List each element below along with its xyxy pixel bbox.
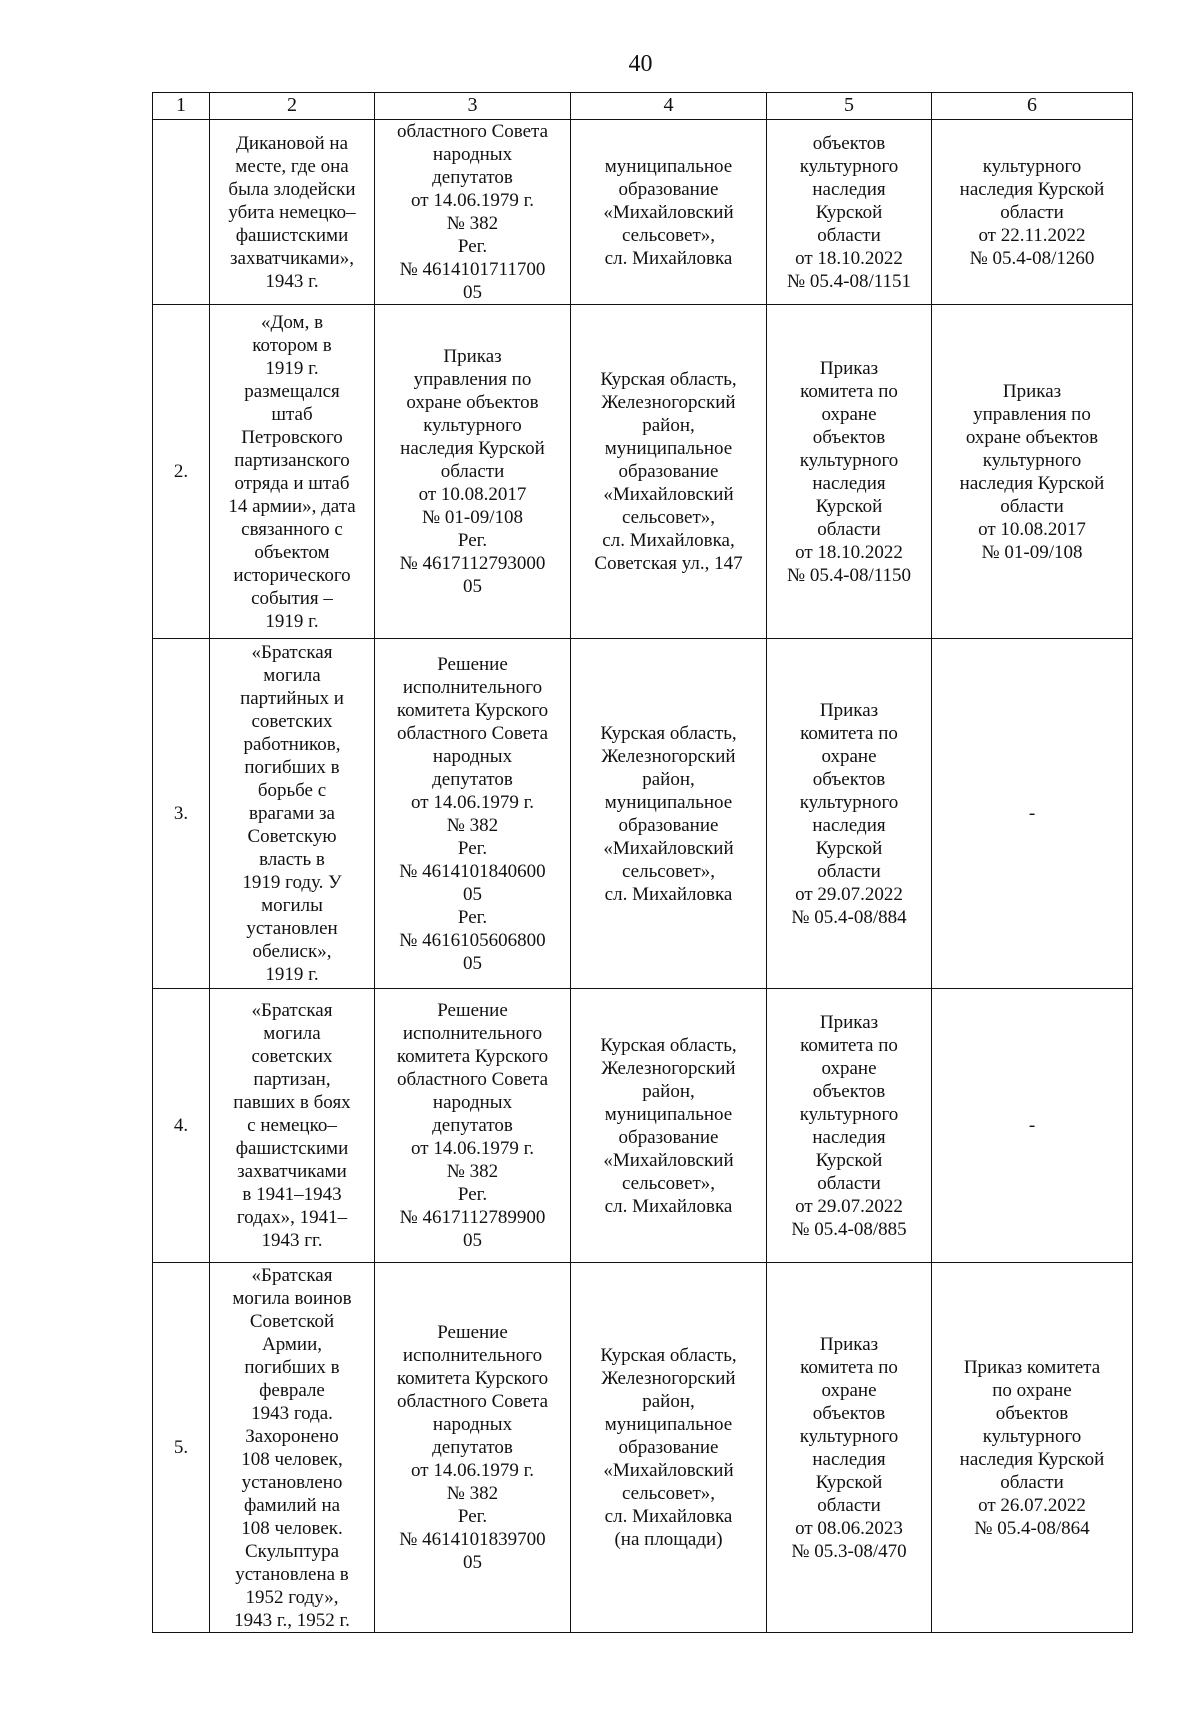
legal-document-cell: Приказ управления по охране объектов культурного наследия Курской области от 10.08.2017 № 01-09/108 Рег. № 4617112793000 05 [375,305,571,639]
column-header: 5 [767,93,932,120]
order-cell: Приказ комитета по охране объектов культурного наследия Курской области от 29.07.2022 № 05.4-08/885 [767,989,932,1263]
order-cell: объектов культурного наследия Курской области от 18.10.2022 № 05.4-08/1151 [767,120,932,305]
address-cell: муниципальное образование «Михайловский сельсовет», сл. Михайловка [571,120,767,305]
table-row [153,1263,1133,1633]
table-row [153,639,1133,989]
legal-document-cell: Решение исполнительного комитета Курского областного Совета народных депутатов от 14.06.1979 г. № 382 Рег. № 4614101839700 05 [375,1263,571,1633]
legal-document-cell: Решение исполнительного комитета Курского областного Совета народных депутатов от 14.06.1979 г. № 382 Рег. № 4614101840600 05 Рег. № 4616105606800 05 [375,639,571,989]
row-number-cell: 5. [153,1263,210,1633]
column-header: 2 [210,93,375,120]
table-header-row [153,93,1133,120]
table-row [153,305,1133,639]
row-number-cell: 3. [153,639,210,989]
column-header: 1 [153,93,210,120]
column-header: 6 [932,93,1133,120]
object-name-cell: «Братская могила партийных и советских работников, погибших в борьбе с врагами за Советскую власть в 1919 году. У могилы установлен обелиск», 1919 г. [210,639,375,989]
address-cell: Курская область, Железногорский район, муниципальное образование «Михайловский сельсовет», сл. Михайловка [571,989,767,1263]
legal-document-cell: Решение исполнительного комитета Курского областного Совета народных депутатов от 14.06.1979 г. № 382 Рег. № 4617112789900 05 [375,989,571,1263]
object-name-cell: «Братская могила советских партизан, павших в боях с немецко– фашистскими захватчиками в 1941–1943 годах», 1941– 1943 гг. [210,989,375,1263]
object-name-cell: «Братская могила воинов Советской Армии, погибших в феврале 1943 года. Захоронено 108 человек, установлено фамилий на 108 человек. Скульптура установлена в 1952 году», 1943 г., 1952 г. [210,1263,375,1633]
column-header: 4 [571,93,767,120]
table-row [153,989,1133,1263]
protection-cell: - [932,989,1133,1263]
protection-cell: - [932,639,1133,989]
protection-cell: Приказ управления по охране объектов культурного наследия Курской области от 10.08.2017 № 01-09/108 [932,305,1133,639]
order-cell: Приказ комитета по охране объектов культурного наследия Курской области от 29.07.2022 № 05.4-08/884 [767,639,932,989]
order-cell: Приказ комитета по охране объектов культурного наследия Курской области от 18.10.2022 № 05.4-08/1150 [767,305,932,639]
order-cell: Приказ комитета по охране объектов культурного наследия Курской области от 08.06.2023 № 05.3-08/470 [767,1263,932,1633]
address-cell: Курская область, Железногорский район, муниципальное образование «Михайловский сельсовет», сл. Михайловка, Советская ул., 147 [571,305,767,639]
legal-document-cell: областного Совета народных депутатов от 14.06.1979 г. № 382 Рег. № 4614101711700 05 [375,120,571,305]
address-cell: Курская область, Железногорский район, муниципальное образование «Михайловский сельсовет», сл. Михайловка [571,639,767,989]
object-name-cell: Дикановой на месте, где она была злодейски убита немецко– фашистскими захватчиками», 1943 г. [210,120,375,305]
protection-cell: культурного наследия Курской области от 22.11.2022 № 05.4-08/1260 [932,120,1133,305]
address-cell: Курская область, Железногорский район, муниципальное образование «Михайловский сельсовет», сл. Михайловка (на площади) [571,1263,767,1633]
row-number-cell: 4. [153,989,210,1263]
page-number: 40 [628,51,653,77]
protection-cell: Приказ комитета по охране объектов культурного наследия Курской области от 26.07.2022 № 05.4-08/864 [932,1263,1133,1633]
row-number-cell: 2. [153,305,210,639]
column-header: 3 [375,93,571,120]
table-row [153,120,1133,305]
heritage-objects-table [152,92,1133,1633]
row-number-cell [153,120,210,305]
object-name-cell: «Дом, в котором в 1919 г. размещался штаб Петровского партизанского отряда и штаб 14 армии», дата связанного с объектом исторического события – 1919 г. [210,305,375,639]
